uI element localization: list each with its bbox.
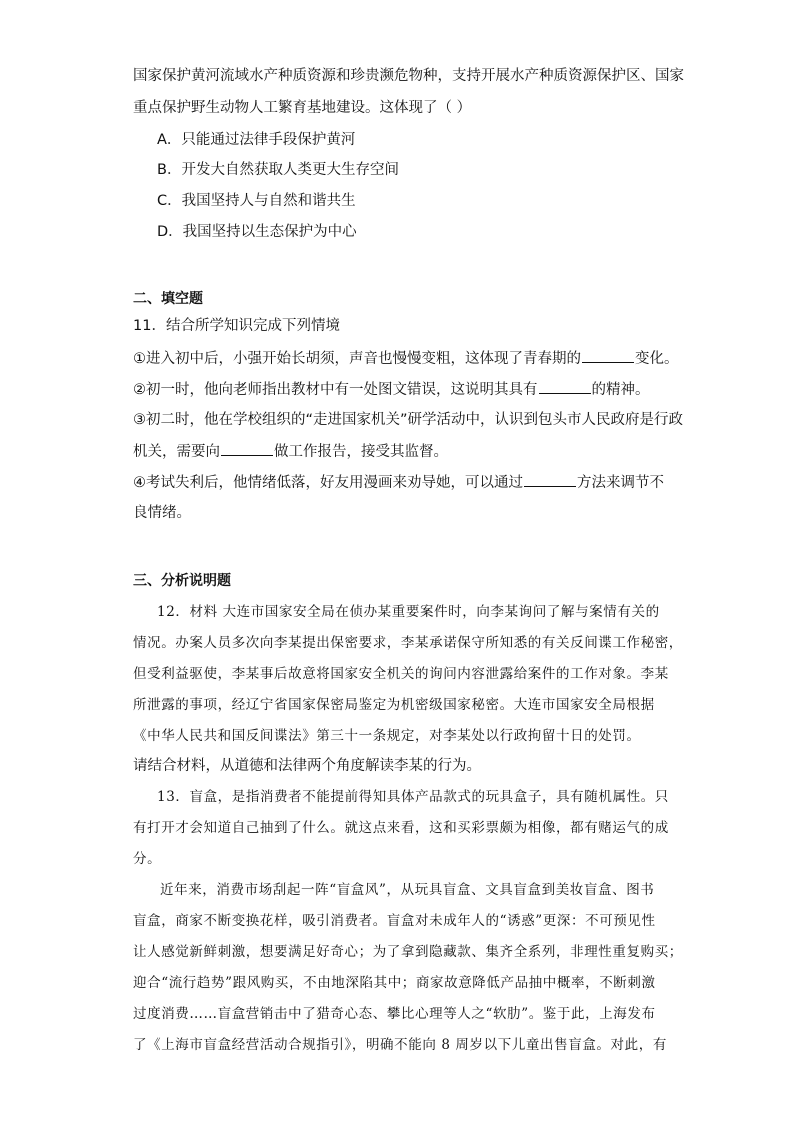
q11-item4-text-a: ④考试失利后，他情绪低落，好友用漫画来劝导她，可以通过 [133, 475, 523, 491]
answer-blank[interactable] [524, 472, 576, 487]
q11-item3-line1: ③初二时，他在学校组织的“走进国家机关”研学活动中，认识到包头市人民政府是行政 [133, 412, 684, 428]
q11-item2-text-b: 的精神。 [591, 382, 650, 398]
q13-para2-line6: 了《上海市盲盒经营活动合规指引》，明确不能向 8 周岁以下儿童出售盲盒。对此，有 [133, 1037, 667, 1053]
q11-item4-line2: 良情绪。 [133, 505, 191, 521]
q13-line1: 13．盲盒，是指消费者不能提前得知具体产品款式的玩具盒子，具有随机属性。只 [157, 789, 669, 805]
q11-item3-line2 [133, 441, 448, 462]
q11-title: 11．结合所学知识完成下列情境 [133, 318, 340, 334]
q12-material-line4: 所泄露的事项，经辽宁省国家保密局鉴定为机密级国家秘密。大连市国家安全局根据 [133, 697, 655, 713]
q10-option-a: A．只能通过法律手段保护黄河 [157, 132, 356, 148]
q13-line2: 有打开才会知道自己抽到了什么。就这点来看，这和买彩票颇为相像，都有赌运气的成 [133, 820, 669, 836]
answer-blank[interactable] [221, 441, 273, 456]
q11-item3-text-b: 做工作报告，接受其监督。 [274, 444, 448, 460]
q13-para2-line1: 近年来，消费市场刮起一阵“盲盒风”，从玩具盲盒、文具盲盒到美妆盲盒、图书 [160, 882, 655, 898]
section3-title: 三、分析说明题 [133, 573, 231, 589]
q10-option-d: D．我国坚持以生态保护为中心 [157, 224, 357, 240]
q10-option-c: C．我国坚持人与自然和谐共生 [157, 193, 356, 209]
q10-stem-line2: 重点保护野生动物人工繁育基地建设。这体现了（ ） [133, 100, 472, 116]
q10-stem-line1: 国家保护黄河流域水产种质资源和珍贵濒危物种，支持开展水产种质资源保护区、国家 [133, 68, 684, 84]
answer-blank[interactable] [582, 348, 634, 363]
q12-material-line5: 《中华人民共和国反间谍法》第三十一条规定，对李某处以行政拘留十日的处罚。 [133, 728, 641, 744]
answer-blank[interactable] [539, 379, 591, 394]
q11-item4-text-b: 方法来调节不 [577, 475, 664, 491]
q11-item1 [133, 348, 679, 369]
q10-option-b: B．开发大自然获取人类更大生存空间 [157, 162, 399, 178]
q11-item1-text-a: ①进入初中后，小强开始长胡须，声音也慢慢变粗，这体现了青春期的 [133, 351, 581, 367]
q13-para2-line5: 过度消费……盲盒营销击中了猎奇心态、攀比心理等人之“软肋”。鉴于此，上海发布 [133, 1006, 656, 1022]
q13-line3: 分。 [133, 851, 162, 867]
q11-item4-line1 [133, 472, 664, 493]
q12-material-line1: 12．材料 大连市国家安全局在侦办某重要案件时，向李某询问了解与案情有关的 [157, 604, 660, 620]
q11-item2-text-a: ②初一时，他向老师指出教材中有一处图文错误，这说明其具有 [133, 382, 538, 398]
q11-item1-text-b: 变化。 [635, 351, 679, 367]
q12-material-line2: 情况。办案人员多次向李某提出保密要求，李某承诺保守所知悉的有关反间谍工作秘密， [133, 635, 683, 651]
q12-question: 请结合材料，从道德和法律两个角度解读李某的行为。 [133, 758, 481, 774]
q11-item2 [133, 379, 650, 400]
section2-title: 二、填空题 [133, 291, 203, 307]
q13-para2-line2: 盲盒，商家不断变换花样，吸引消费者。盲盒对未成年人的“诱惑”更深：不可预见性 [133, 913, 656, 929]
q11-item3-text-a: 机关，需要向 [133, 444, 220, 460]
q12-material-line3: 但受利益驱使，李某事后故意将国家安全机关的询问内容泄露给案件的工作对象。李某 [133, 666, 669, 682]
q13-para2-line4: 迎合“流行趋势”跟风购买，不由地深陷其中；商家故意降低产品抽中概率，不断刺激 [133, 975, 656, 991]
q13-para2-line3: 让人感觉新鲜刺激，想要满足好奇心；为了拿到隐藏款、集齐全系列，非理性重复购买； [133, 944, 683, 960]
